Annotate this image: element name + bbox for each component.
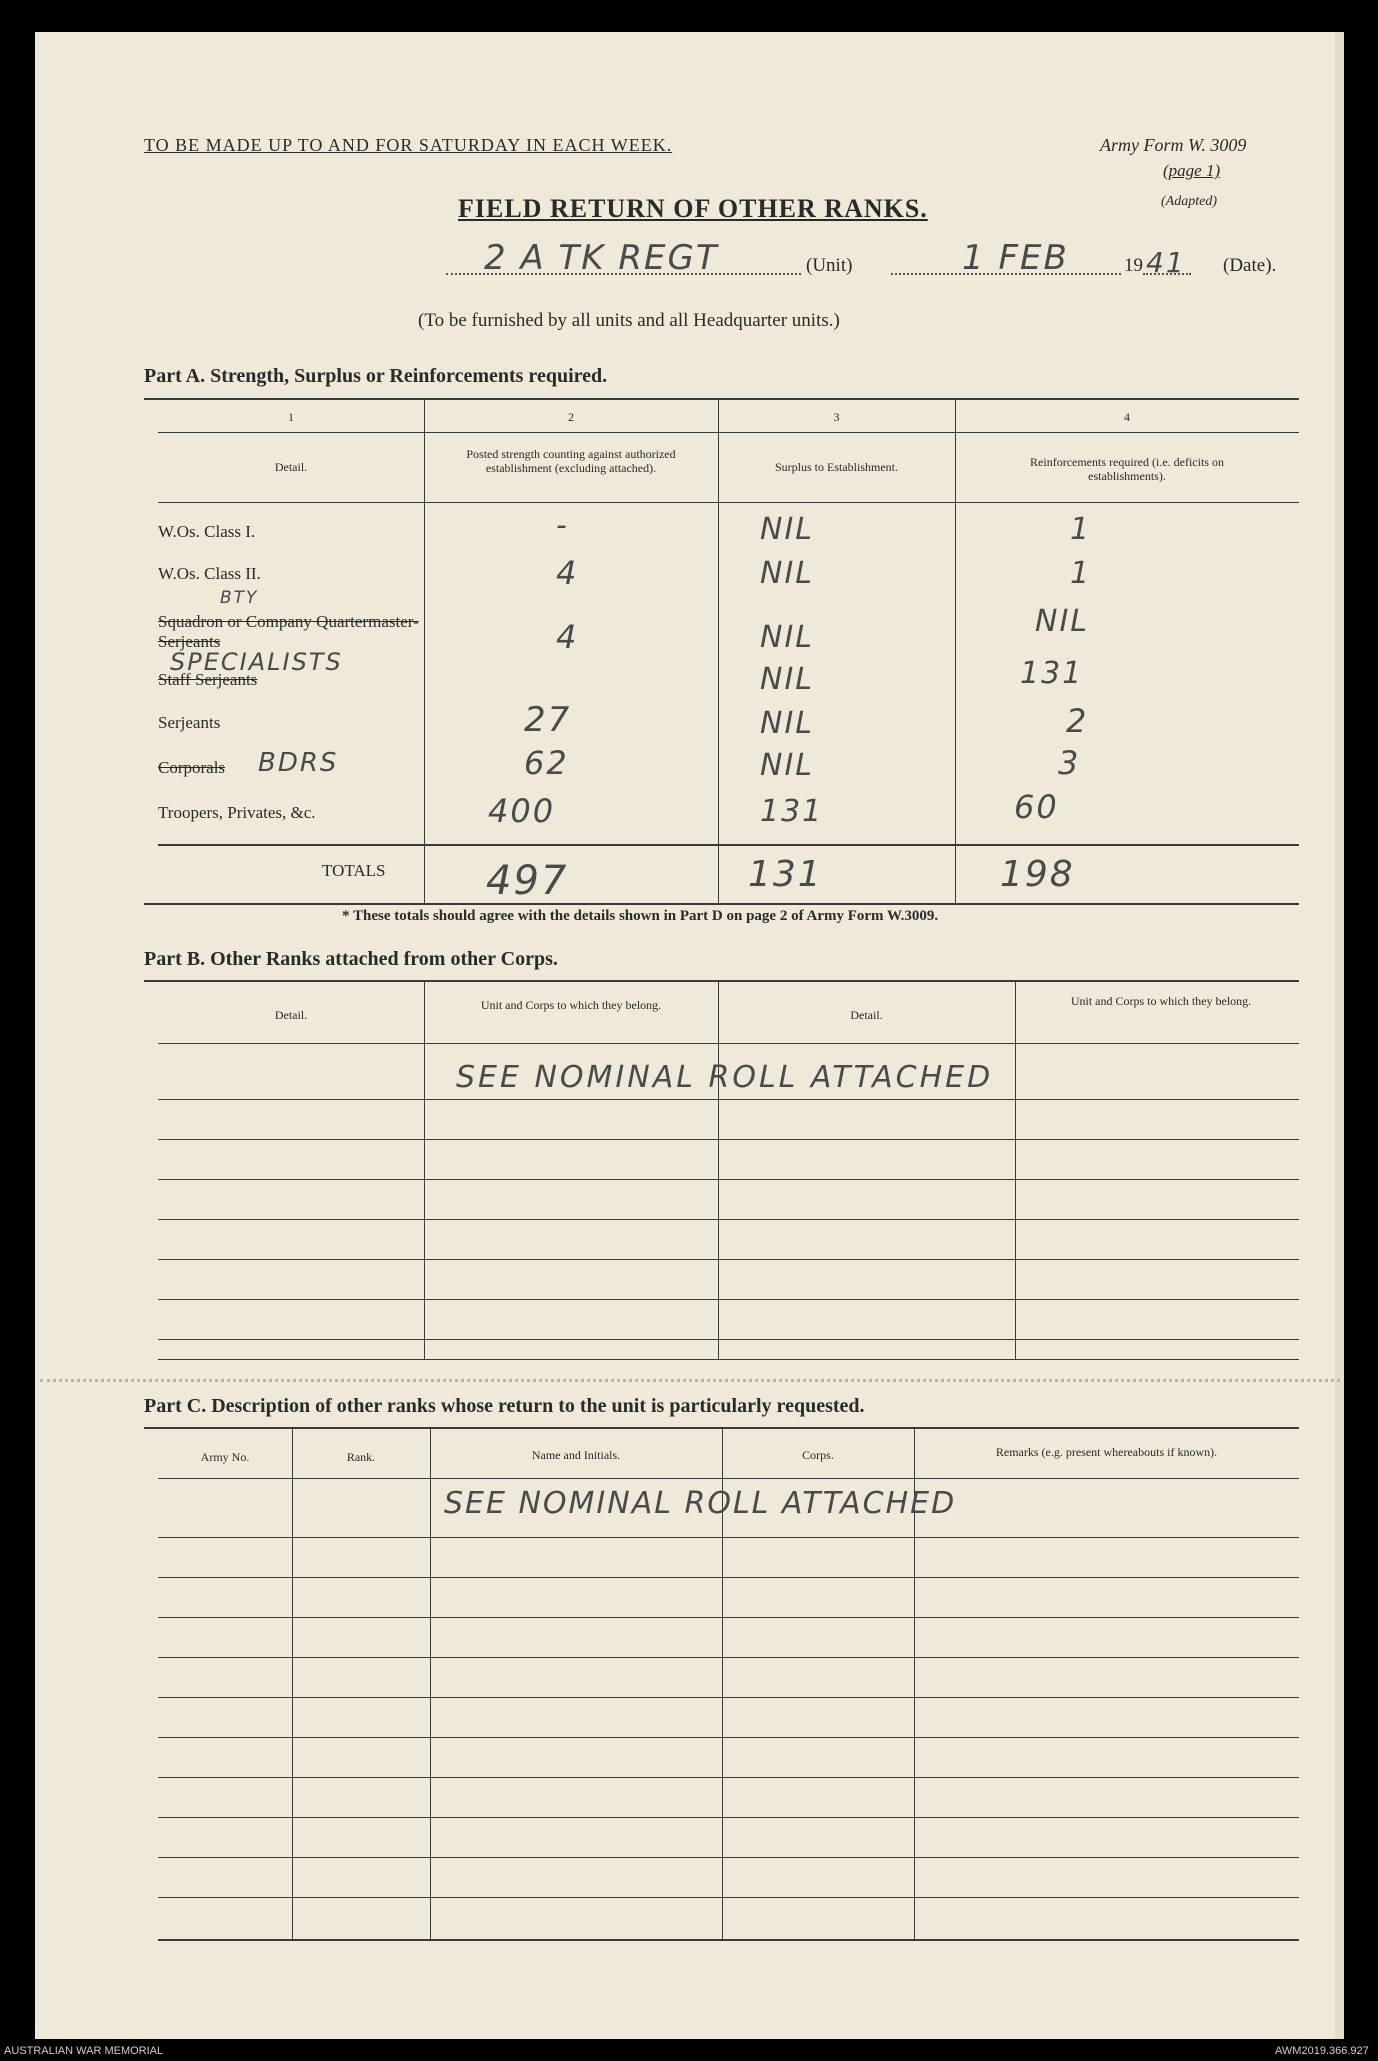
instruction: TO BE MADE UP TO AND FOR SATURDAY IN EACH WEEK.	[144, 135, 673, 155]
cell-reinf: 131	[1020, 656, 1084, 691]
b-header-unit-1: Unit and Corps to which they belong.	[480, 998, 662, 1012]
header-reinforcements: Reinforcements required (i.e. deficits on establishments).	[1030, 455, 1224, 483]
b-header-detail-2: Detail.	[850, 1008, 883, 1022]
cell-surplus: NIL	[760, 662, 815, 697]
c-header-rank: Rank.	[346, 1450, 376, 1464]
col-number-4: 4	[1124, 410, 1130, 424]
cell-reinf: 3	[1058, 744, 1081, 782]
cell-strength: 62	[524, 744, 569, 782]
part-b-entry: SEE NOMINAL ROLL ATTACHED	[456, 1060, 994, 1095]
total-surplus: 131	[748, 854, 823, 895]
part-c-title: Part C. Description of other ranks whose return to the unit is particularly requested.	[144, 1395, 865, 1417]
part-c-bottom-rule	[158, 1939, 1299, 1941]
form-adapted: (Adapted)	[1161, 194, 1217, 209]
furnish-note: (To be furnished by all units and all Headquarter units.)	[418, 310, 840, 331]
row-label-troopers: Troopers, Privates, &c.	[158, 803, 316, 822]
cell-reinf: NIL	[1035, 604, 1090, 639]
cell-strength: 4	[556, 618, 579, 656]
c-header-corps: Corps.	[802, 1448, 834, 1462]
b-header-unit-2: Unit and Corps to which they belong.	[1070, 994, 1252, 1008]
part-b-top-rule	[144, 980, 1299, 982]
correction-bty: BTY	[220, 588, 259, 608]
unit-label: (Unit)	[806, 255, 853, 276]
row-label-wo1: W.Os. Class I.	[158, 522, 256, 541]
cell-reinf: 60	[1014, 788, 1059, 826]
col-number-3: 3	[833, 410, 840, 424]
cell-reinf: 1	[1070, 512, 1092, 547]
c-header-army-no: Army No.	[200, 1450, 250, 1464]
total-reinf: 198	[1000, 854, 1075, 895]
row-label-wo2: W.Os. Class II.	[158, 564, 261, 583]
correction-bdrs: BDRS	[258, 748, 339, 778]
date-value: 1 FEB	[962, 238, 1069, 278]
header-posted-strength: Posted strength counting against authorized establishment (excluding attached).	[466, 447, 676, 475]
cell-surplus: 131	[760, 794, 824, 829]
footer-credit: AUSTRALIAN WAR MEMORIAL	[4, 2045, 164, 2057]
cell-reinf: 1	[1070, 556, 1092, 591]
row-label-staff-sergeants: Staff Serjeants	[158, 670, 258, 689]
row-label-sergeants: Serjeants	[158, 713, 221, 732]
cell-strength: 4	[556, 554, 579, 592]
totals-label: TOTALS	[322, 861, 386, 880]
correction-specialists: SPECIALISTS	[170, 648, 343, 676]
col-number-2: 2	[568, 410, 574, 424]
cell-surplus: NIL	[760, 512, 815, 547]
c-header-remarks: Remarks (e.g. present whereabouts if known).	[995, 1445, 1218, 1459]
cell-strength: -	[556, 508, 569, 543]
header-detail: Detail.	[274, 460, 308, 474]
cell-strength: 27	[524, 700, 572, 740]
year-line	[1143, 273, 1191, 275]
part-b-title: Part B. Other Ranks attached from other Corps.	[144, 948, 558, 970]
part-a-bottom-rule	[144, 903, 1299, 905]
page-title: FIELD RETURN OF OTHER RANKS.	[458, 194, 928, 223]
form-name: Army Form W. 3009	[1100, 135, 1247, 155]
b-header-detail-1: Detail.	[274, 1008, 308, 1022]
cell-surplus: NIL	[760, 748, 815, 783]
footer-accession: AWM2019.366.927	[1275, 2045, 1369, 2057]
unit-value: 2 A TK REGT	[484, 238, 719, 278]
date-label: (Date).	[1223, 255, 1277, 276]
cell-surplus: NIL	[760, 556, 815, 591]
part-c-entry: SEE NOMINAL ROLL ATTACHED	[444, 1486, 957, 1521]
cell-reinf: 2	[1066, 702, 1089, 740]
col-number-1: 1	[288, 410, 294, 424]
form-page: (page 1)	[1163, 161, 1221, 180]
year-prefix: 19	[1124, 255, 1143, 276]
sheet-edge	[1335, 32, 1344, 2039]
perforation	[40, 1379, 1340, 1382]
cell-strength: 400	[488, 792, 556, 830]
part-a-title: Part A. Strength, Surplus or Reinforcements required.	[144, 365, 608, 387]
c-header-name: Name and Initials.	[531, 1448, 621, 1462]
part-a-top-rule	[144, 398, 1299, 400]
cell-surplus: NIL	[760, 620, 815, 655]
total-strength: 497	[486, 858, 569, 904]
year-suffix: 41	[1146, 246, 1186, 279]
part-a-footnote: * These totals should agree with the details shown in Part D on page 2 of Army Form W.3009.	[342, 908, 939, 924]
cell-surplus: NIL	[760, 706, 815, 741]
row-label-cqms: Squadron or Company Quartermaster-Serjeants	[158, 612, 419, 651]
header-surplus: Surplus to Establishment.	[775, 460, 898, 474]
row-label-corporals: Corporals	[158, 758, 226, 777]
